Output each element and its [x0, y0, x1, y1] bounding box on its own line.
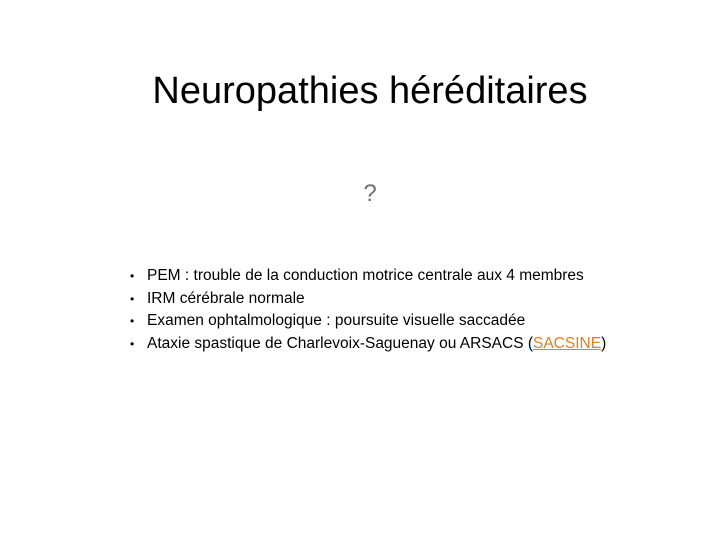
bullet-text-before: Ataxie spastique de Charlevoix-Saguenay ou ARSACS (	[147, 334, 533, 352]
bullet-item-examen	[130, 310, 606, 333]
bullet-item-pem	[130, 265, 606, 288]
sacsine-link[interactable]: SACSINE	[533, 334, 602, 352]
bullet-text: IRM cérébrale normale	[147, 289, 305, 307]
bullet-text: PEM : trouble de la conduction motrice centrale aux 4 membres	[147, 267, 584, 284]
slide-title: Neuropathies héréditaires	[152, 70, 588, 112]
bullet-dot: •	[130, 291, 135, 306]
bullet-text: Examen ophtalmologique : poursuite visuelle saccadée	[147, 312, 526, 329]
bullet-dot: •	[130, 336, 135, 351]
bullet-dot: •	[130, 314, 135, 328]
question-mark: ?	[363, 180, 377, 207]
bullet-item-ataxie	[130, 333, 606, 356]
bullet-text-after: )	[601, 334, 607, 352]
bullet-list	[130, 265, 606, 355]
bullet-dot: •	[130, 269, 135, 283]
bullet-item-irm	[130, 288, 606, 311]
